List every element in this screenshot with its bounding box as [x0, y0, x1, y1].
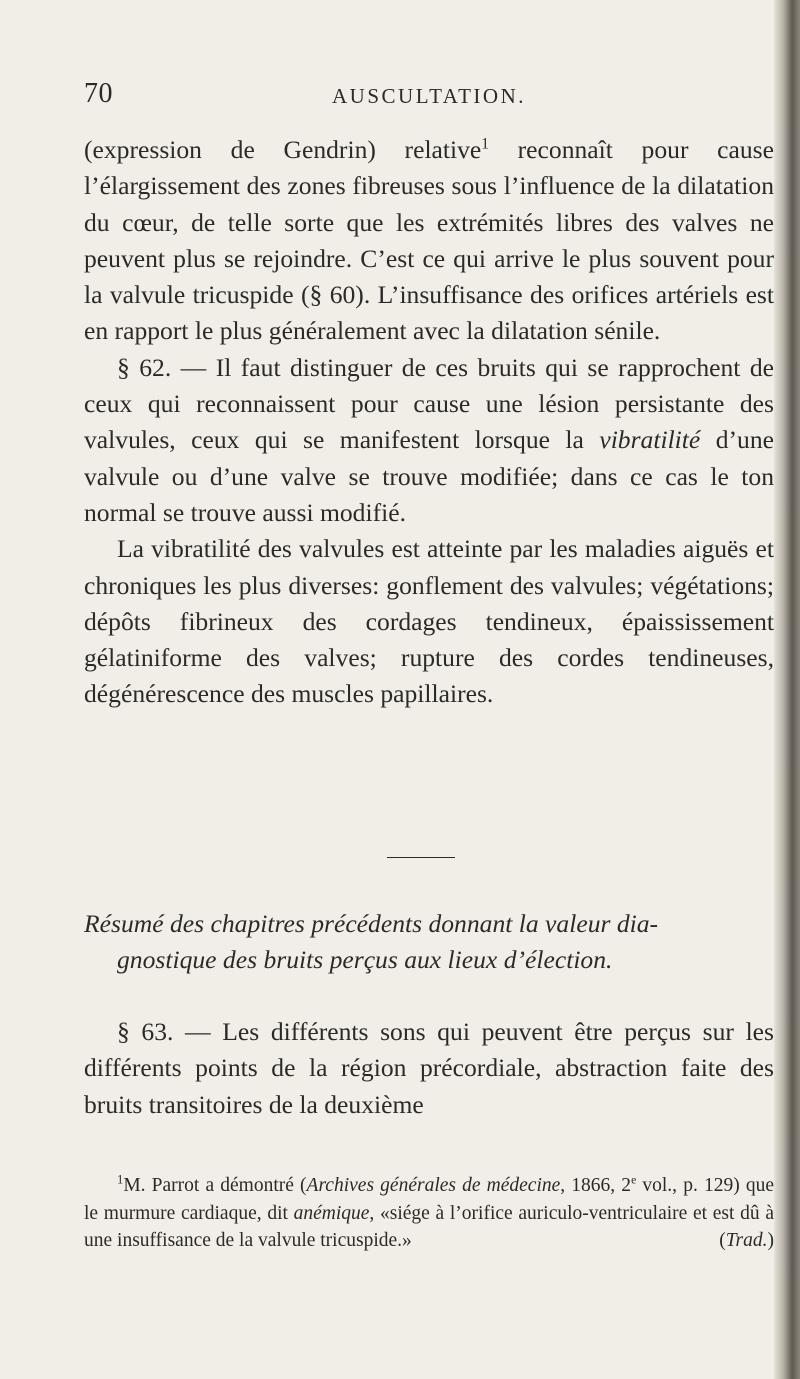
- translator-note: [686, 1227, 774, 1255]
- footnote-superscript-e: e: [631, 1173, 637, 1187]
- emphasis-vibratilite: vibratilité: [599, 425, 701, 455]
- paragraph-2: [84, 350, 774, 531]
- paragraph-1-start: (expression de Gendrin) relative: [84, 135, 482, 164]
- paragraph-3: La vibratilité des valvules est atteinte par les maladies aiguës et chroniques les plus diverses: gonflement des valvules; végétations; dépôts fibrineux des cordages tendineux, épaississement gélatiniforme des valves; rupture des cordes tendineuses, dégénérescence des muscles papillaires.: [84, 534, 774, 709]
- footnote-journal-title: Archives générales de médecine: [306, 1175, 561, 1196]
- footnote-part-c: vol., p. 129) que le murmure cardiaque, dit: [84, 1175, 774, 1224]
- paragraph-2-rest: d’une valvule ou d’une valve se trouve modifiée; dans ce cas le ton normal se trouve aussi modifié.: [84, 425, 774, 527]
- page-header: [84, 78, 774, 118]
- footnote-text: [84, 1172, 774, 1255]
- footnote-mark: 1: [117, 1172, 124, 1187]
- footnote-part-b: , 1866, 2: [560, 1175, 632, 1196]
- footnote-part-d: , «siége à l’orifice auriculo-ventriculaire et est dû à une insuffisance de la valvule tricuspide.»: [84, 1202, 774, 1251]
- paragraph-4: § 63. — Les différents sons qui peuvent être perçus sur les différents points de la région précordiale, abstraction faite des bruits transitoires de la deuxième: [84, 1017, 774, 1119]
- translator-label: Trad.: [725, 1230, 768, 1251]
- summary-heading-line-2: gnostique des bruits perçus aux lieux d’élection.: [117, 945, 613, 974]
- section-divider: [387, 857, 455, 858]
- footnote-part-a: M. Parrot a démontré (: [123, 1175, 307, 1196]
- summary-heading: [84, 906, 774, 978]
- page-number: 70: [84, 78, 113, 109]
- summary-heading-line-1: Résumé des chapitres précédents donnant la valeur dia-: [84, 909, 659, 938]
- main-text: [84, 132, 774, 713]
- paragraph-1-rest: reconnaît pour cause l’élargissement des zones fibreuses sous l’influence de la dilatation du cœur, de telle sorte que les extrémités libres des valves ne peuvent plus se rejoindre. C’est ce qui arrive le plus souvent pour la valvule tricuspide (§ 60). L’insuffisance des orifices artériels est en rapport le plus généralement avec la dilatation sénile.: [84, 135, 774, 346]
- footnote: [84, 1172, 774, 1255]
- paragraph-1: [84, 132, 774, 350]
- running-head: AUSCULTATION.: [332, 84, 526, 108]
- translator-paren-close: ): [767, 1230, 774, 1251]
- paragraph-2-start: § 62. — Il faut distinguer de ces bruits qui se rapprochent de ceux qui reconnaissent pour cause une lésion persistante des valvules, ceux qui se manifestent lorsque la: [84, 352, 774, 455]
- translator-paren-open: (: [719, 1230, 726, 1251]
- footnote-reference: 1: [481, 135, 489, 153]
- page-edge-shadow: [774, 0, 800, 1379]
- footnote-emphasis-anemique: anémique: [293, 1202, 370, 1224]
- main-text-continued: [84, 1014, 774, 1123]
